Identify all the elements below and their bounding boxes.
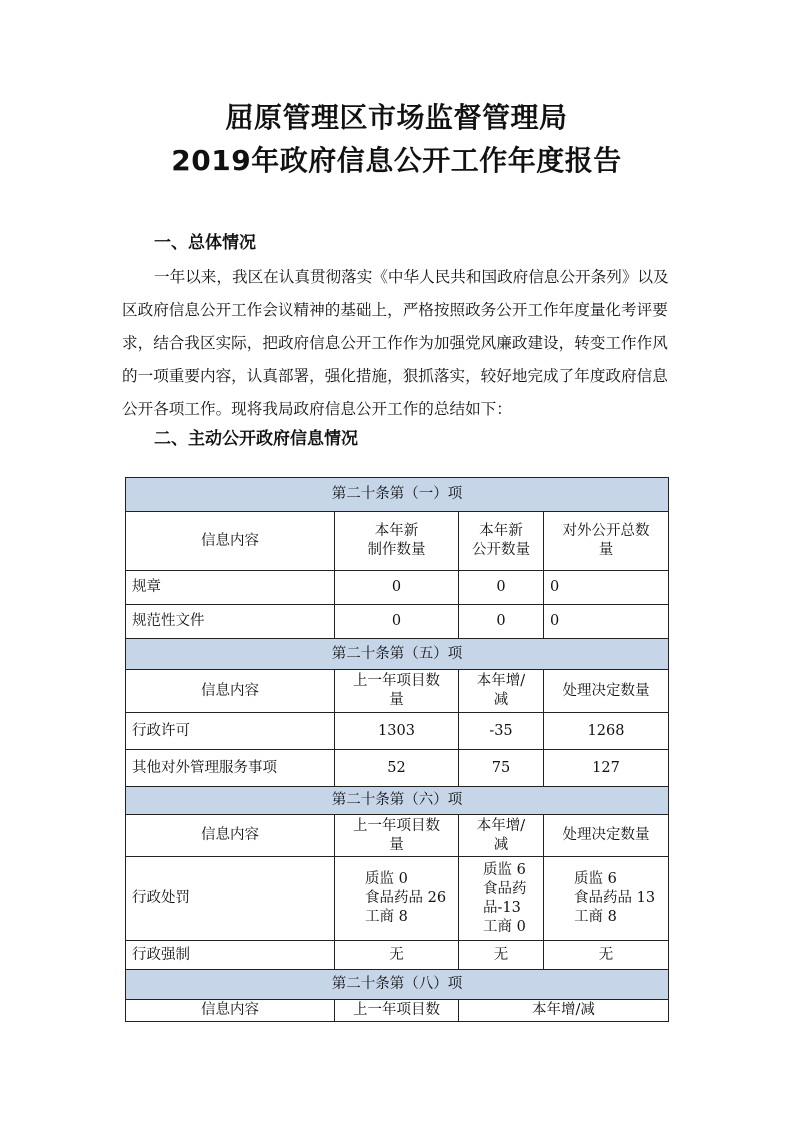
report-title-line2: 2019年政府信息公开工作年度报告 <box>171 144 622 177</box>
paragraph-line: 公开各项工作。现将我局政府信息公开工作的总结如下： <box>122 400 512 418</box>
table-cell: 无 <box>459 941 544 970</box>
table-row <box>126 750 669 787</box>
header-cell: 本年新 制作数量 <box>335 512 459 571</box>
table-cell: 质监 0 食品药品 26 工商 8 <box>335 857 459 941</box>
paragraph-line: 求，结合我区实际，把政府信息公开工作作为加强党风廉政建设，转变工作作风 <box>122 334 668 352</box>
header-cell: 信息内容 <box>126 670 335 713</box>
row-label: 行政强制 <box>126 941 335 970</box>
table-cell: 75 <box>459 750 544 787</box>
table-cell: 1268 <box>544 713 669 750</box>
table-row <box>126 571 669 605</box>
table-cell: 0 <box>459 571 544 605</box>
table-row <box>126 605 669 639</box>
row-label: 其他对外管理服务事项 <box>126 750 335 787</box>
table-row <box>126 941 669 970</box>
header-cell: 上一年项目数 <box>335 1000 459 1022</box>
report-title-line1: 屈原管理区市场监督管理局 <box>225 101 568 134</box>
table-section-row <box>126 639 669 670</box>
header-cell: 处理决定数量 <box>544 815 669 857</box>
table-cell: 质监 6 食品药品 13 工商 8 <box>544 857 669 941</box>
table-header-row <box>126 512 669 571</box>
row-label: 行政许可 <box>126 713 335 750</box>
header-cell: 处理决定数量 <box>544 670 669 713</box>
section-label-art20-1: 第二十条第（一）项 <box>126 478 669 512</box>
section-label-art20-8: 第二十条第（八）项 <box>126 970 669 1000</box>
table-cell: -35 <box>459 713 544 750</box>
row-label: 行政处罚 <box>126 857 335 941</box>
table-section-row <box>126 478 669 512</box>
table-cell: 52 <box>335 750 459 787</box>
paragraph-line: 一年以来，我区在认真贯彻落实《中华人民共和国政府信息公开条列》以及 <box>154 268 669 286</box>
table-cell: 质监 6 食品药 品-13 工商 0 <box>459 857 544 941</box>
section-heading-overview: 一、总体情况 <box>154 233 256 253</box>
table-cell: 0 <box>459 605 544 639</box>
table-header-row <box>126 1000 669 1022</box>
header-cell: 本年增/ 减 <box>459 815 544 857</box>
row-label: 规章 <box>126 571 335 605</box>
header-cell: 信息内容 <box>126 815 335 857</box>
table-row <box>126 713 669 750</box>
table-cell: 127 <box>544 750 669 787</box>
paragraph-line: 区政府信息公开工作会议精神的基础上，严格按照政务公开工作年度量化考评要 <box>122 301 668 319</box>
table-header-row <box>126 815 669 857</box>
table-cell: 无 <box>335 941 459 970</box>
header-cell: 对外公开总数 量 <box>544 512 669 571</box>
header-cell: 信息内容 <box>126 1000 335 1022</box>
table-cell: 0 <box>335 571 459 605</box>
header-cell: 信息内容 <box>126 512 335 571</box>
header-cell: 本年增/减 <box>459 1000 669 1022</box>
header-cell: 本年增/ 减 <box>459 670 544 713</box>
table-cell: 无 <box>544 941 669 970</box>
header-cell: 本年新 公开数量 <box>459 512 544 571</box>
table-cell: 0 <box>335 605 459 639</box>
section-label-art20-5: 第二十条第（五）项 <box>126 639 669 670</box>
table-header-row <box>126 670 669 713</box>
section-heading-disclosure: 二、主动公开政府信息情况 <box>154 429 358 449</box>
disclosure-table <box>125 477 669 1022</box>
table-cell: 0 <box>544 605 669 639</box>
table-section-row <box>126 970 669 1000</box>
header-cell: 上一年项目数 量 <box>335 815 459 857</box>
section-label-art20-6: 第二十条第（六）项 <box>126 787 669 815</box>
table-row <box>126 857 669 941</box>
table-cell: 0 <box>544 571 669 605</box>
header-cell: 上一年项目数 量 <box>335 670 459 713</box>
paragraph-line: 的一项重要内容，认真部署，强化措施，狠抓落实，较好地完成了年度政府信息 <box>122 367 668 385</box>
row-label: 规范性文件 <box>126 605 335 639</box>
table-cell: 1303 <box>335 713 459 750</box>
table-section-row <box>126 787 669 815</box>
